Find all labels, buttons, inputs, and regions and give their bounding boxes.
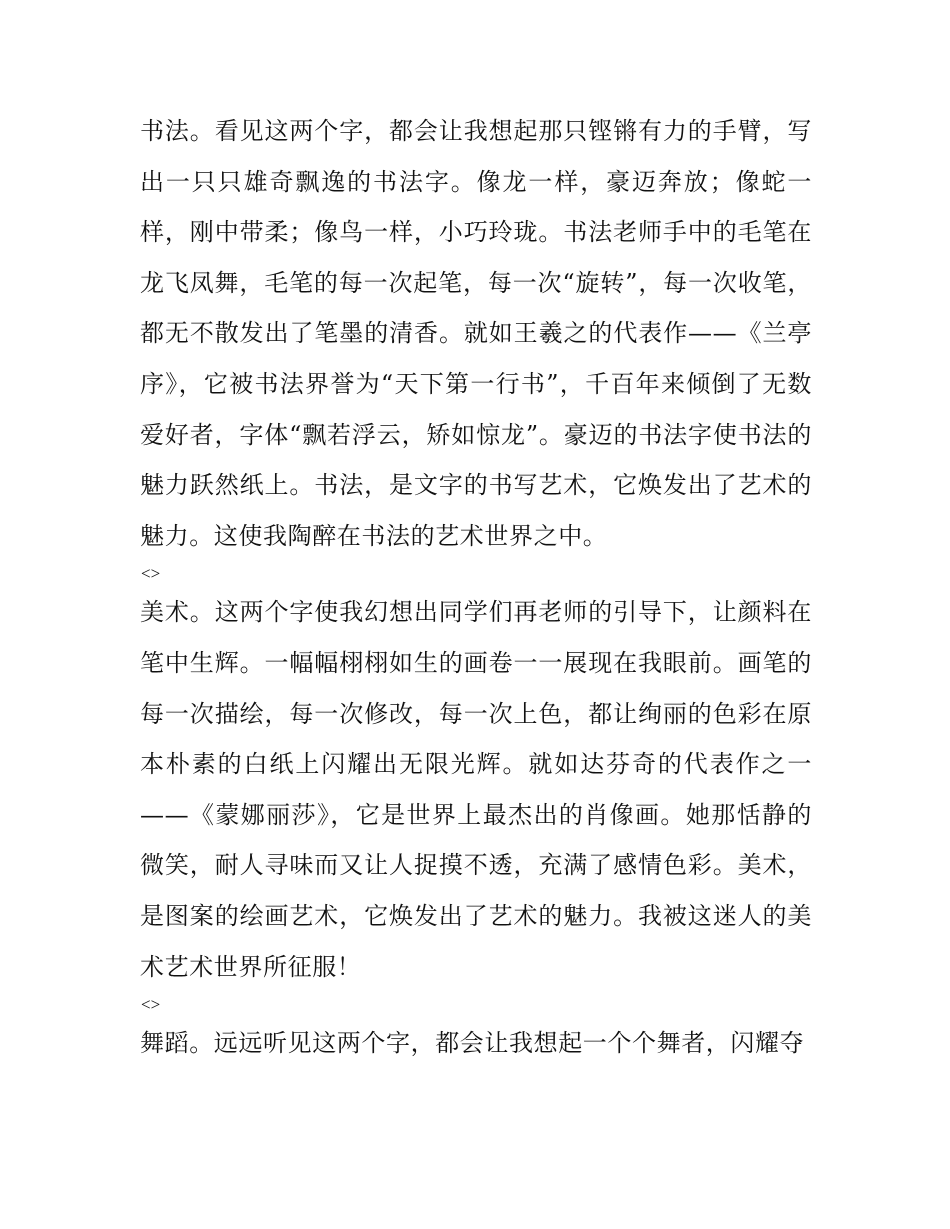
paragraph-dance: 舞蹈。远远听见这两个字，都会让我想起一个个舞者，闪耀夺 (140, 1029, 805, 1058)
essay-body (140, 106, 812, 1069)
paragraph-calligraphy: 书法。看见这两个字，都会让我想起那只铿锵有力的手臂，写出一只只雄奇飘逸的书法字。像龙一样，豪迈奔放；像蛇一样，刚中带柔；像鸟一样，小巧玲珑。书法老师手中的毛笔在龙飞凤舞，毛笔的每一次起笔，每一次“旋转”，每一次收笔，都无不散发出了笔墨的清香。就如王羲之的代表作——《兰亭序》，它被书法界誉为“天下第一行书”，千百年来倾倒了无数爱好者，字体“飘若浮云，矫如惊龙”。豪迈的书法字使书法的魅力跃然纸上。书法，是文字的书写艺术，它焕发出了艺术的魅力。这使我陶醉在书法的艺术世界之中。 (140, 117, 812, 550)
paragraph-separator: <> (141, 564, 161, 584)
paragraph-fine-arts: 美术。这两个字使我幻想出同学们再老师的引导下，让颜料在笔中生辉。一幅幅栩栩如生的画卷一一展现在我眼前。画笔的每一次描绘，每一次修改，每一次上色，都让绚丽的色彩在原本朴素的白纸上闪耀出无限光辉。就如达芬奇的代表作之一——《蒙娜丽莎》，它是世界上最杰出的肖像画。她那恬静的微笑，耐人寻味而又让人捉摸不透，充满了感情色彩。美术，是图案的绘画艺术，它焕发出了艺术的魅力。我被这迷人的美术艺术世界所征服！ (140, 598, 812, 981)
paragraph-separator: <> (141, 995, 161, 1015)
